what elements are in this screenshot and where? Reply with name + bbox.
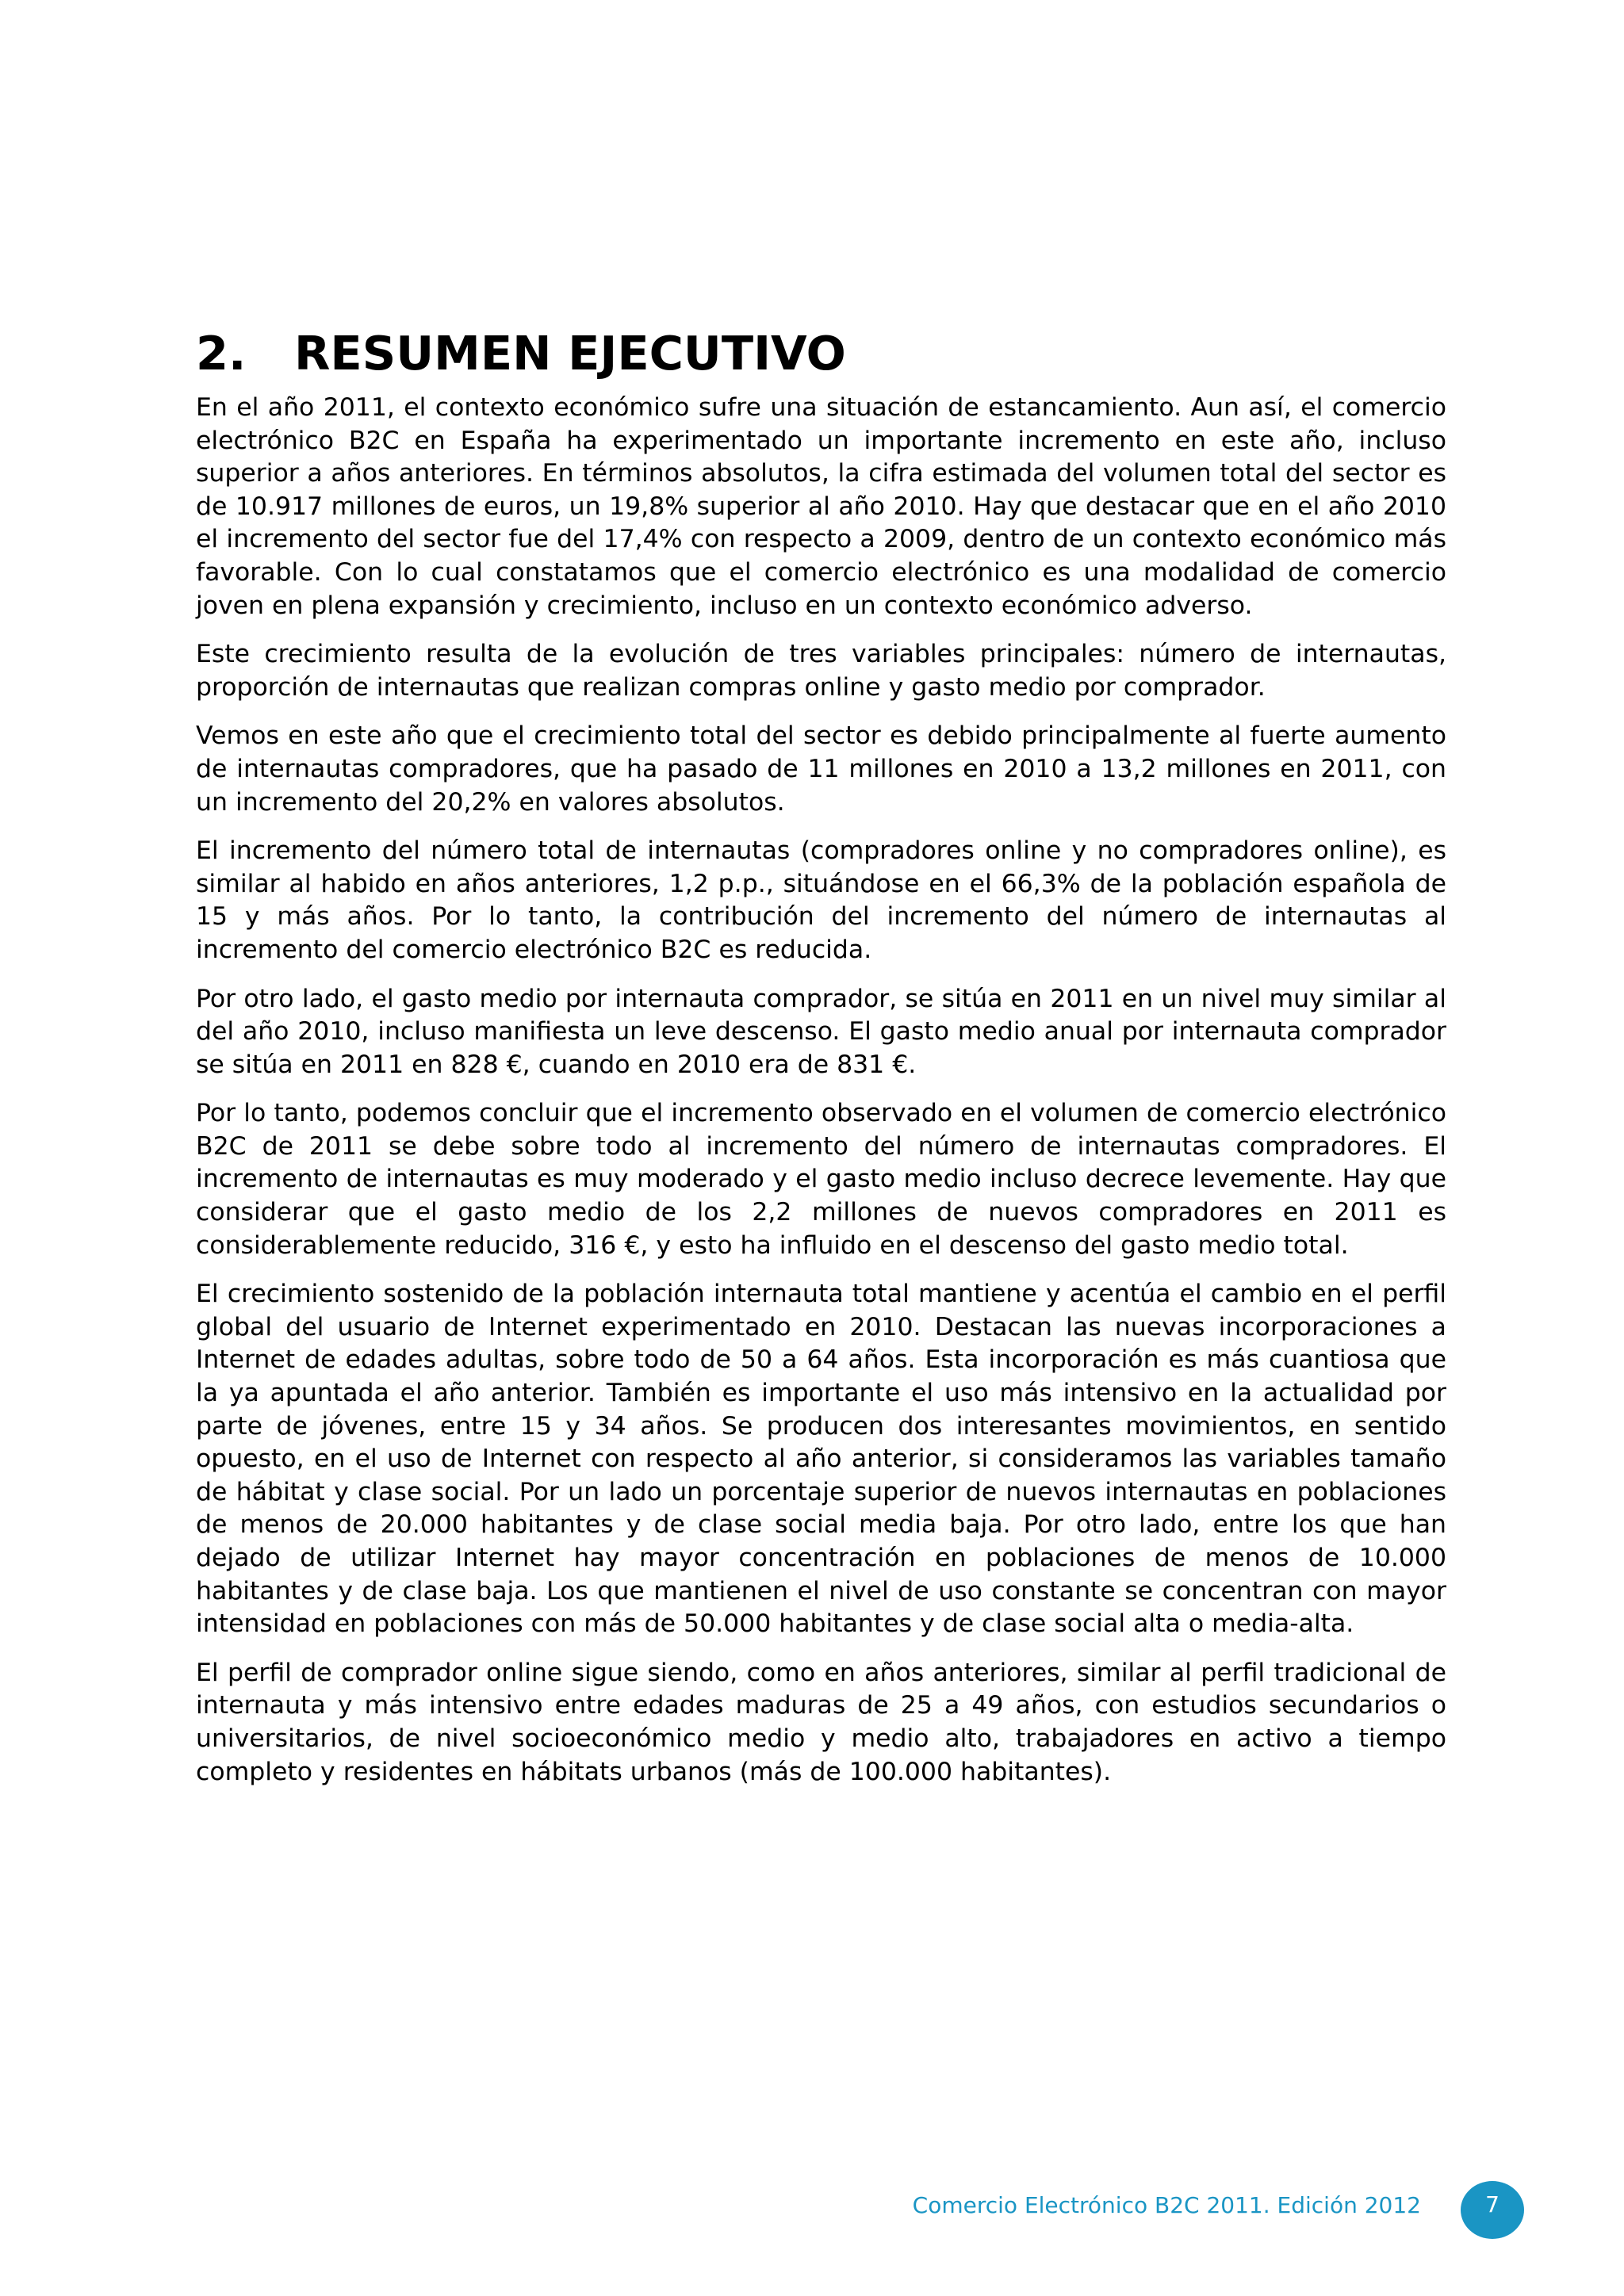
paragraph-buyer-profile: El perfil de comprador online sigue siendo, como en años anteriores, similar al perfil tradicional de internauta y más intensivo entre edades maduras de 25 a 49 años, con estudios secundarios o universitarios, de nivel socioeconómico medio y medio alto, trabajadores en activo a tiempo completo y residentes en hábitats urbanos (más de 100.000 habitantes). (196, 1658, 1446, 1786)
footer-publication: Comercio Electrónico B2C 2011. Edición 2012 (912, 2192, 1421, 2218)
document-body (196, 323, 1446, 1804)
page-number-badge: 7 (1461, 2181, 1524, 2239)
section-heading (196, 323, 1446, 384)
paragraph-conclusion: Por lo tanto, podemos concluir que el incremento observado en el volumen de comercio electrónico B2C de 2011 se debe sobre todo al incremento del número de internautas compradores. El incremento de internautas es muy moderado y el gasto medio incluso decrece levemente. Hay que considerar que el gasto medio de los 2,2 millones de nuevos compradores en 2011 es considerablemente reducido, 316 €, y esto ha influido en el descenso del gasto medio total. (196, 1099, 1446, 1260)
paragraph-context: En el año 2011, el contexto económico sufre una situación de estancamiento. Aun así, el comercio electrónico B2C en España ha experimentado un importante incremento en este año, incluso superior a años anteriores. En términos absolutos, la cifra estimada del volumen total del sector es de 10.917 millones de euros, un 19,8% superior al año 2010. Hay que destacar que en el año 2010 el incremento del sector fue del 17,4% con respecto a 2009, dentro de un contexto económico más favorable. Con lo cual constatamos que el comercio electrónico es una modalidad de comercio joven en plena expansión y crecimiento, incluso en un contexto económico adverso. (196, 393, 1446, 620)
paragraph-average-spend: Por otro lado, el gasto medio por internauta comprador, se sitúa en 2011 en un nivel muy similar al del año 2010, incluso manifiesta un leve descenso. El gasto medio anual por internauta comprador se sitúa en 2011 en 828 €, cuando en 2010 era de 831 €. (196, 984, 1446, 1079)
section-number: 2. (196, 326, 247, 381)
paragraph-user-profile: El crecimiento sostenido de la población internauta total mantiene y acentúa el cambio en el perfil global del usuario de Internet experimentado en 2010. Destacan las nuevas incorporaciones a Internet de edades adultas, sobre todo de 50 a 64 años. Esta incorporación es más cuantiosa que la ya apuntada el año anterior. También es importante el uso más intensivo en la actualidad por parte de jóvenes, entre 15 y 34 años. Se producen dos interesantes movimientos, en sentido opuesto, en el uso de Internet con respecto al año anterior, si consideramos las variables tamaño de hábitat y clase social. Por un lado un porcentaje superior de nuevos internautas en poblaciones de menos de 20.000 habitantes y de clase social media baja. Por otro lado, entre los que han dejado de utilizar Internet hay mayor concentración en poblaciones de menos de 10.000 habitantes y de clase baja. Los que mantienen el nivel de uso constante se concentran con mayor intensidad en poblaciones con más de 50.000 habitantes y de clase social alta o media-alta. (196, 1280, 1446, 1639)
paragraph-buyers-growth: Vemos en este año que el crecimiento total del sector es debido principalmente al fuerte aumento de internautas compradores, que ha pasado de 11 millones en 2010 a 13,2 millones en 2011, con un incremento del 20,2% en valores absolutos. (196, 721, 1446, 817)
paragraph-internauts: El incremento del número total de internautas (compradores online y no compradores online), es similar al habido en años anteriores, 1,2 p.p., situándose en el 66,3% de la población española de 15 y más años. Por lo tanto, la contribución del incremento del número de internautas al incremento del comercio electrónico B2C es reducida. (196, 836, 1446, 964)
paragraph-variables: Este crecimiento resulta de la evolución de tres variables principales: número de internautas, proporción de internautas que realizan compras online y gasto medio por comprador. (196, 640, 1446, 702)
section-title: RESUMEN EJECUTIVO (294, 326, 846, 381)
